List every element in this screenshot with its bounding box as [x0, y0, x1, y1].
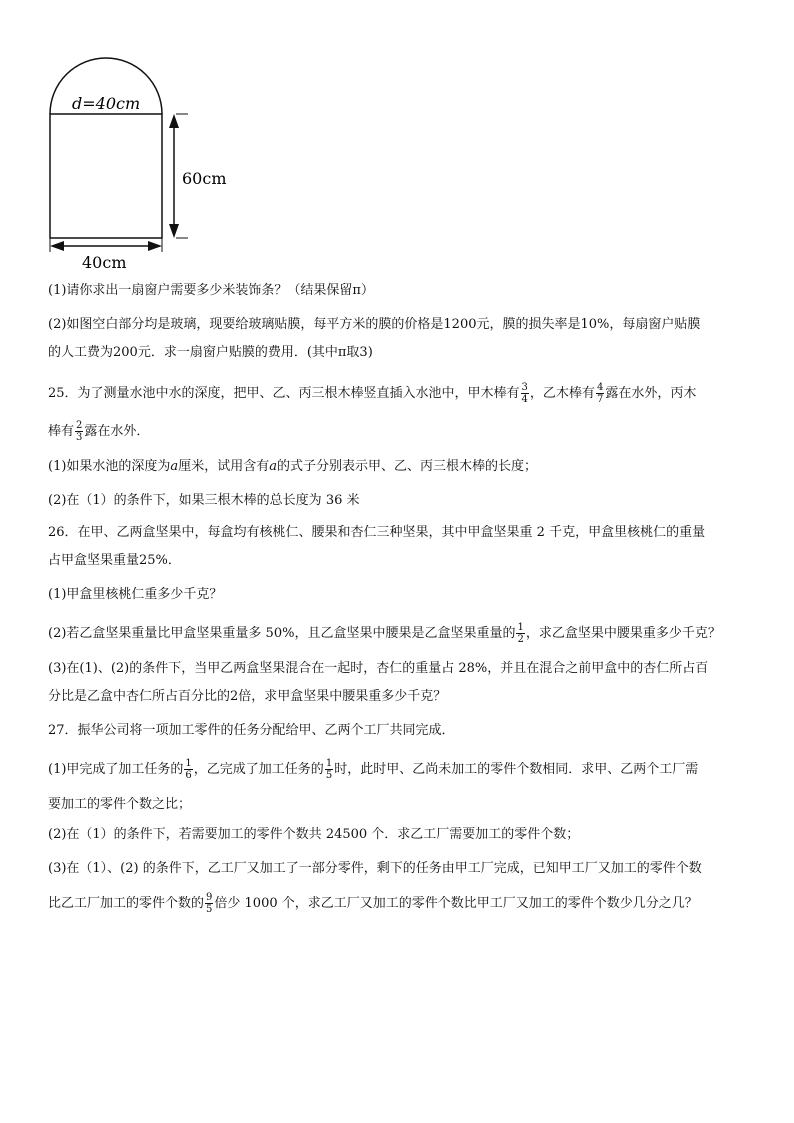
height-label: 60cm: [182, 169, 227, 188]
q27-part3-line2: 比乙工厂加工的零件个数的 $\frac{9}{5}$ 倍少 1000 个，求乙工厂又加工的零件个数比甲工厂又加工的零件个数少几分之几？: [48, 892, 698, 915]
fraction-1-5: $\frac{1}{5}$: [325, 758, 333, 781]
diameter-label: d=40cm: [72, 94, 141, 113]
q25-part1: (1)如果水池的深度为a厘米，试用含有a的式子分别表示甲、乙、丙三根木棒的长度；: [48, 459, 537, 474]
q26-part3-line1: (3)在(1)、(2)的条件下，当甲乙两盒坚果混合在一起时，杏仁的重量占 28%，并且在混合之前甲盒中的杏仁所占百: [48, 661, 709, 676]
q26-line1: 26．在甲、乙两盒坚果中，每盒均有核桃仁、腰果和杏仁三种坚果，其中甲盒坚果重 2 千克，甲盒里核桃仁的重量: [48, 525, 706, 540]
q27-part1-line1: (1)甲完成了加工任务的 $\frac{1}{6}$ ，乙完成了加工任务的 $\frac{1}{5}$ 时，此时甲、乙尚未加工的零件个数相同．求甲、乙两个工厂需: [48, 758, 699, 781]
q26-part3-line2: 分比是乙盒中杏仁所占百分比的2倍，求甲盒坚果中腰果重多少千克？: [48, 689, 447, 704]
q26-line2: 占甲盒坚果重量25%．: [48, 553, 181, 568]
q26-part2: (2)若乙盒坚果重量比甲盒坚果重量多 50%，且乙盒坚果中腰果是乙盒坚果重量的 $\frac{1}{2}$ ，求乙盒坚果中腰果重多少千克？: [48, 622, 721, 645]
window-diagram: [40, 56, 260, 276]
fraction-9-5: $\frac{9}{5}$: [206, 892, 213, 915]
height-arrow-up-icon: [169, 114, 179, 128]
q25-line2: 棒有 $\frac{2}{3}$ 露在水外．: [48, 420, 150, 443]
width-arrow-right-icon: [148, 241, 162, 251]
q27-part1-line2: 要加工的零件个数之比；: [48, 797, 192, 812]
q24-part1: (1)请你求出一扇窗户需要多少米装饰条？（结果保留π）: [48, 283, 374, 298]
q27-line1: 27．振华公司将一项加工零件的任务分配给甲、乙两个工厂共同完成．: [48, 723, 455, 738]
width-arrow-left-icon: [50, 241, 64, 251]
q27-part3-line1: (3)在（1）、(2) 的条件下，乙工厂又加工了一部分零件，剩下的任务由甲工厂完成，已知甲工厂又加工的零件个数: [48, 861, 702, 876]
height-arrow-down-icon: [169, 224, 179, 238]
fraction-1-2: $\frac{1}{2}$: [517, 622, 524, 645]
width-label: 40cm: [82, 253, 127, 272]
q25-line1: 25．为了测量水池中水的深度，把甲、乙、丙三根木棒竖直插入水池中，甲木棒有 $\frac{3}{4}$ ，乙木棒有 $\frac{4}{7}$ 露在水外，丙木: [48, 382, 697, 405]
q24-part2-line1: (2)如图空白部分均是玻璃，现要给玻璃贴膜，每平方米的膜的价格是1200元，膜的损失率是10%，每扇窗户贴膜: [48, 317, 701, 332]
window-figure: [40, 56, 260, 276]
fraction-2-3: $\frac{2}{3}$: [76, 420, 83, 443]
fraction-4-7: $\frac{4}{7}$: [596, 382, 604, 405]
q27-part2: (2)在（1）的条件下，若需要加工的零件个数共 24500 个．求乙工厂需要加工的零件个数；: [48, 827, 580, 842]
q26-part1: (1)甲盒里核桃仁重多少千克？: [48, 587, 223, 602]
window-rectangle: [50, 114, 162, 238]
q25-part2: (2)在（1）的条件下，如果三根木棒的总长度为 36 米: [48, 493, 360, 508]
fraction-3-4: $\frac{3}{4}$: [521, 382, 528, 405]
fraction-1-6: $\frac{1}{6}$: [185, 758, 192, 781]
q24-part2-line2: 的人工费为200元．求一扇窗户贴膜的费用．(其中π取3): [48, 345, 373, 360]
